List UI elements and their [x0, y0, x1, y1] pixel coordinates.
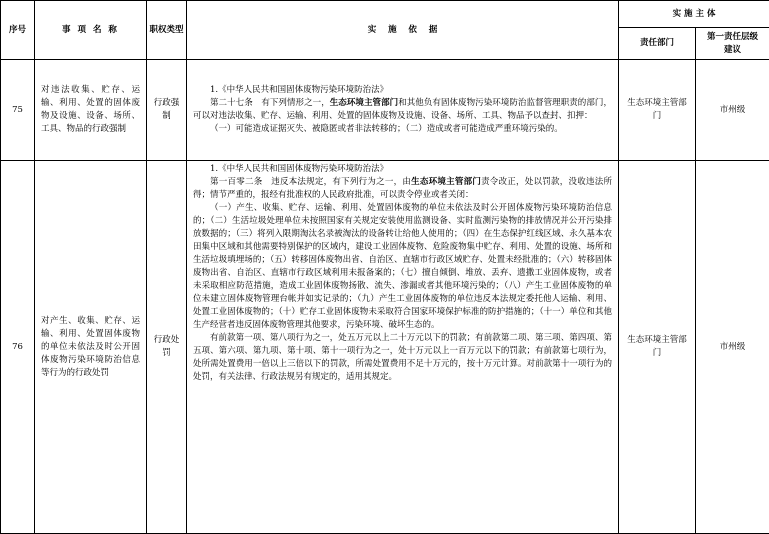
authority-type: 行政处罚	[147, 161, 187, 534]
header-name: 事 项 名 称	[35, 1, 147, 60]
responsibility-level: 市州级	[696, 60, 769, 161]
table-row	[1, 60, 769, 161]
basis-article	[193, 176, 612, 202]
header-type: 职权类型	[147, 1, 187, 60]
header-subject: 实 施 主 体	[619, 1, 769, 28]
law-title: 1.《中华人民共和国固体废物污染环境防治法》	[193, 84, 612, 97]
law-title: 1.《中华人民共和国固体废物污染环境防治法》	[193, 163, 612, 176]
responsibility-level: 市州级	[696, 161, 769, 534]
row-number: 75	[1, 60, 35, 161]
basis-items: （一）产生、收集、贮存、运输、利用、处置固体废物的单位未依法及时公开固体废物污染环境防治信息的；（二）生活垃圾处理单位未按照国家有关规定安装使用监测设备、实时监测污染物的排放情况并公开污染排放数据的；（三）将列入限期淘汰名录被淘汰的设备转让给他人使用的；（四）在生态保护红线区域、永久基本农田集中区域和其他需要特别保护的区域内，建设工业固体废物、危险废物集中贮存、利用、处置的设施、场所和生活垃圾填埋场的；（五）转移固体废物出省、自治区、直辖市行政区域贮存、处置未经批准的；（六）转移固体废物出省、自治区、直辖市行政区域利用未报备案的；（七）擅自倾倒、堆放、丢弃、遗撒工业固体废物，或者未采取相应防范措施，造成工业固体废物扬散、流失、渗漏或者其他环境污染的；（八）产生工业固体废物的单位未建立固体废物管理台帐并如实记录的；（九）产生工业固体废物的单位违反本法规定委托他人运输、利用、处置工业固体废物的；（十）贮存工业固体废物未采取符合国家环境保护标准的防护措施的；（十一）单位和其他生产经营者违反固体废物管理其他要求，污染环境、破坏生态的。	[193, 202, 612, 332]
basis-text: 第一百零二条 违反本法规定，有下列行为之一，由	[210, 177, 411, 187]
header-row-1	[1, 1, 769, 28]
authority-type: 行政强制	[147, 60, 187, 161]
implementation-basis	[187, 60, 619, 161]
implementation-basis	[187, 161, 619, 534]
basis-authority: 生态环境主管部门	[330, 98, 398, 108]
header-level: 第一责任层级建议	[696, 28, 769, 60]
header-no: 序号	[1, 1, 35, 60]
table-row	[1, 161, 769, 534]
header-basis: 实 施 依 据	[187, 1, 619, 60]
responsible-dept: 生态环境主管部门	[619, 161, 696, 534]
basis-authority: 生态环境主管部门	[411, 177, 481, 187]
basis-text: 和其他负有固体废物污染环境防治监督管理职责的部门，可以对违法收集、贮存、运输、利用、处置的固体废物及设施、设备、场所、工具、物品予以查封、扣押：	[193, 98, 612, 121]
basis-article	[193, 97, 612, 123]
basis-items: （一）可能造成证据灭失、被隐匿或者非法转移的；（二）造成或者可能造成严重环境污染的。	[193, 123, 612, 136]
basis-text: 第二十七条 有下列情形之一，	[210, 98, 330, 108]
basis-penalty: 有前款第一项、第八项行为之一，处五万元以上二十万元以下的罚款；有前款第二项、第三项、第四项、第五项、第六项、第九项、第十项、第十一项行为之一，处十万元以上一百万元以下的罚款；有前款第七项行为，处所需处置费用一倍以上三倍以下的罚款，所需处置费用不足十万元的，按十万元计算。对前款第十一项行为的处罚，有关法律、行政法规另有规定的，适用其规定。	[193, 332, 612, 384]
row-number: 76	[1, 161, 35, 534]
item-name: 对违法收集、贮存、运输、利用、处置的固体废物及设施、设备、场所、工具、物品的行政强制	[35, 60, 147, 161]
header-dept: 责任部门	[619, 28, 696, 60]
item-name: 对产生、收集、贮存、运输、利用、处置固体废物的单位未依法及时公开固体废物污染环境防治信息等行为的行政处罚	[35, 161, 147, 534]
basis-text: 责令改正，处以罚款，没收违法所得；情节严重的，报经有批准权的人民政府批准，可以责令停业或者关闭：	[193, 177, 612, 200]
responsible-dept: 生态环境主管部门	[619, 60, 696, 161]
